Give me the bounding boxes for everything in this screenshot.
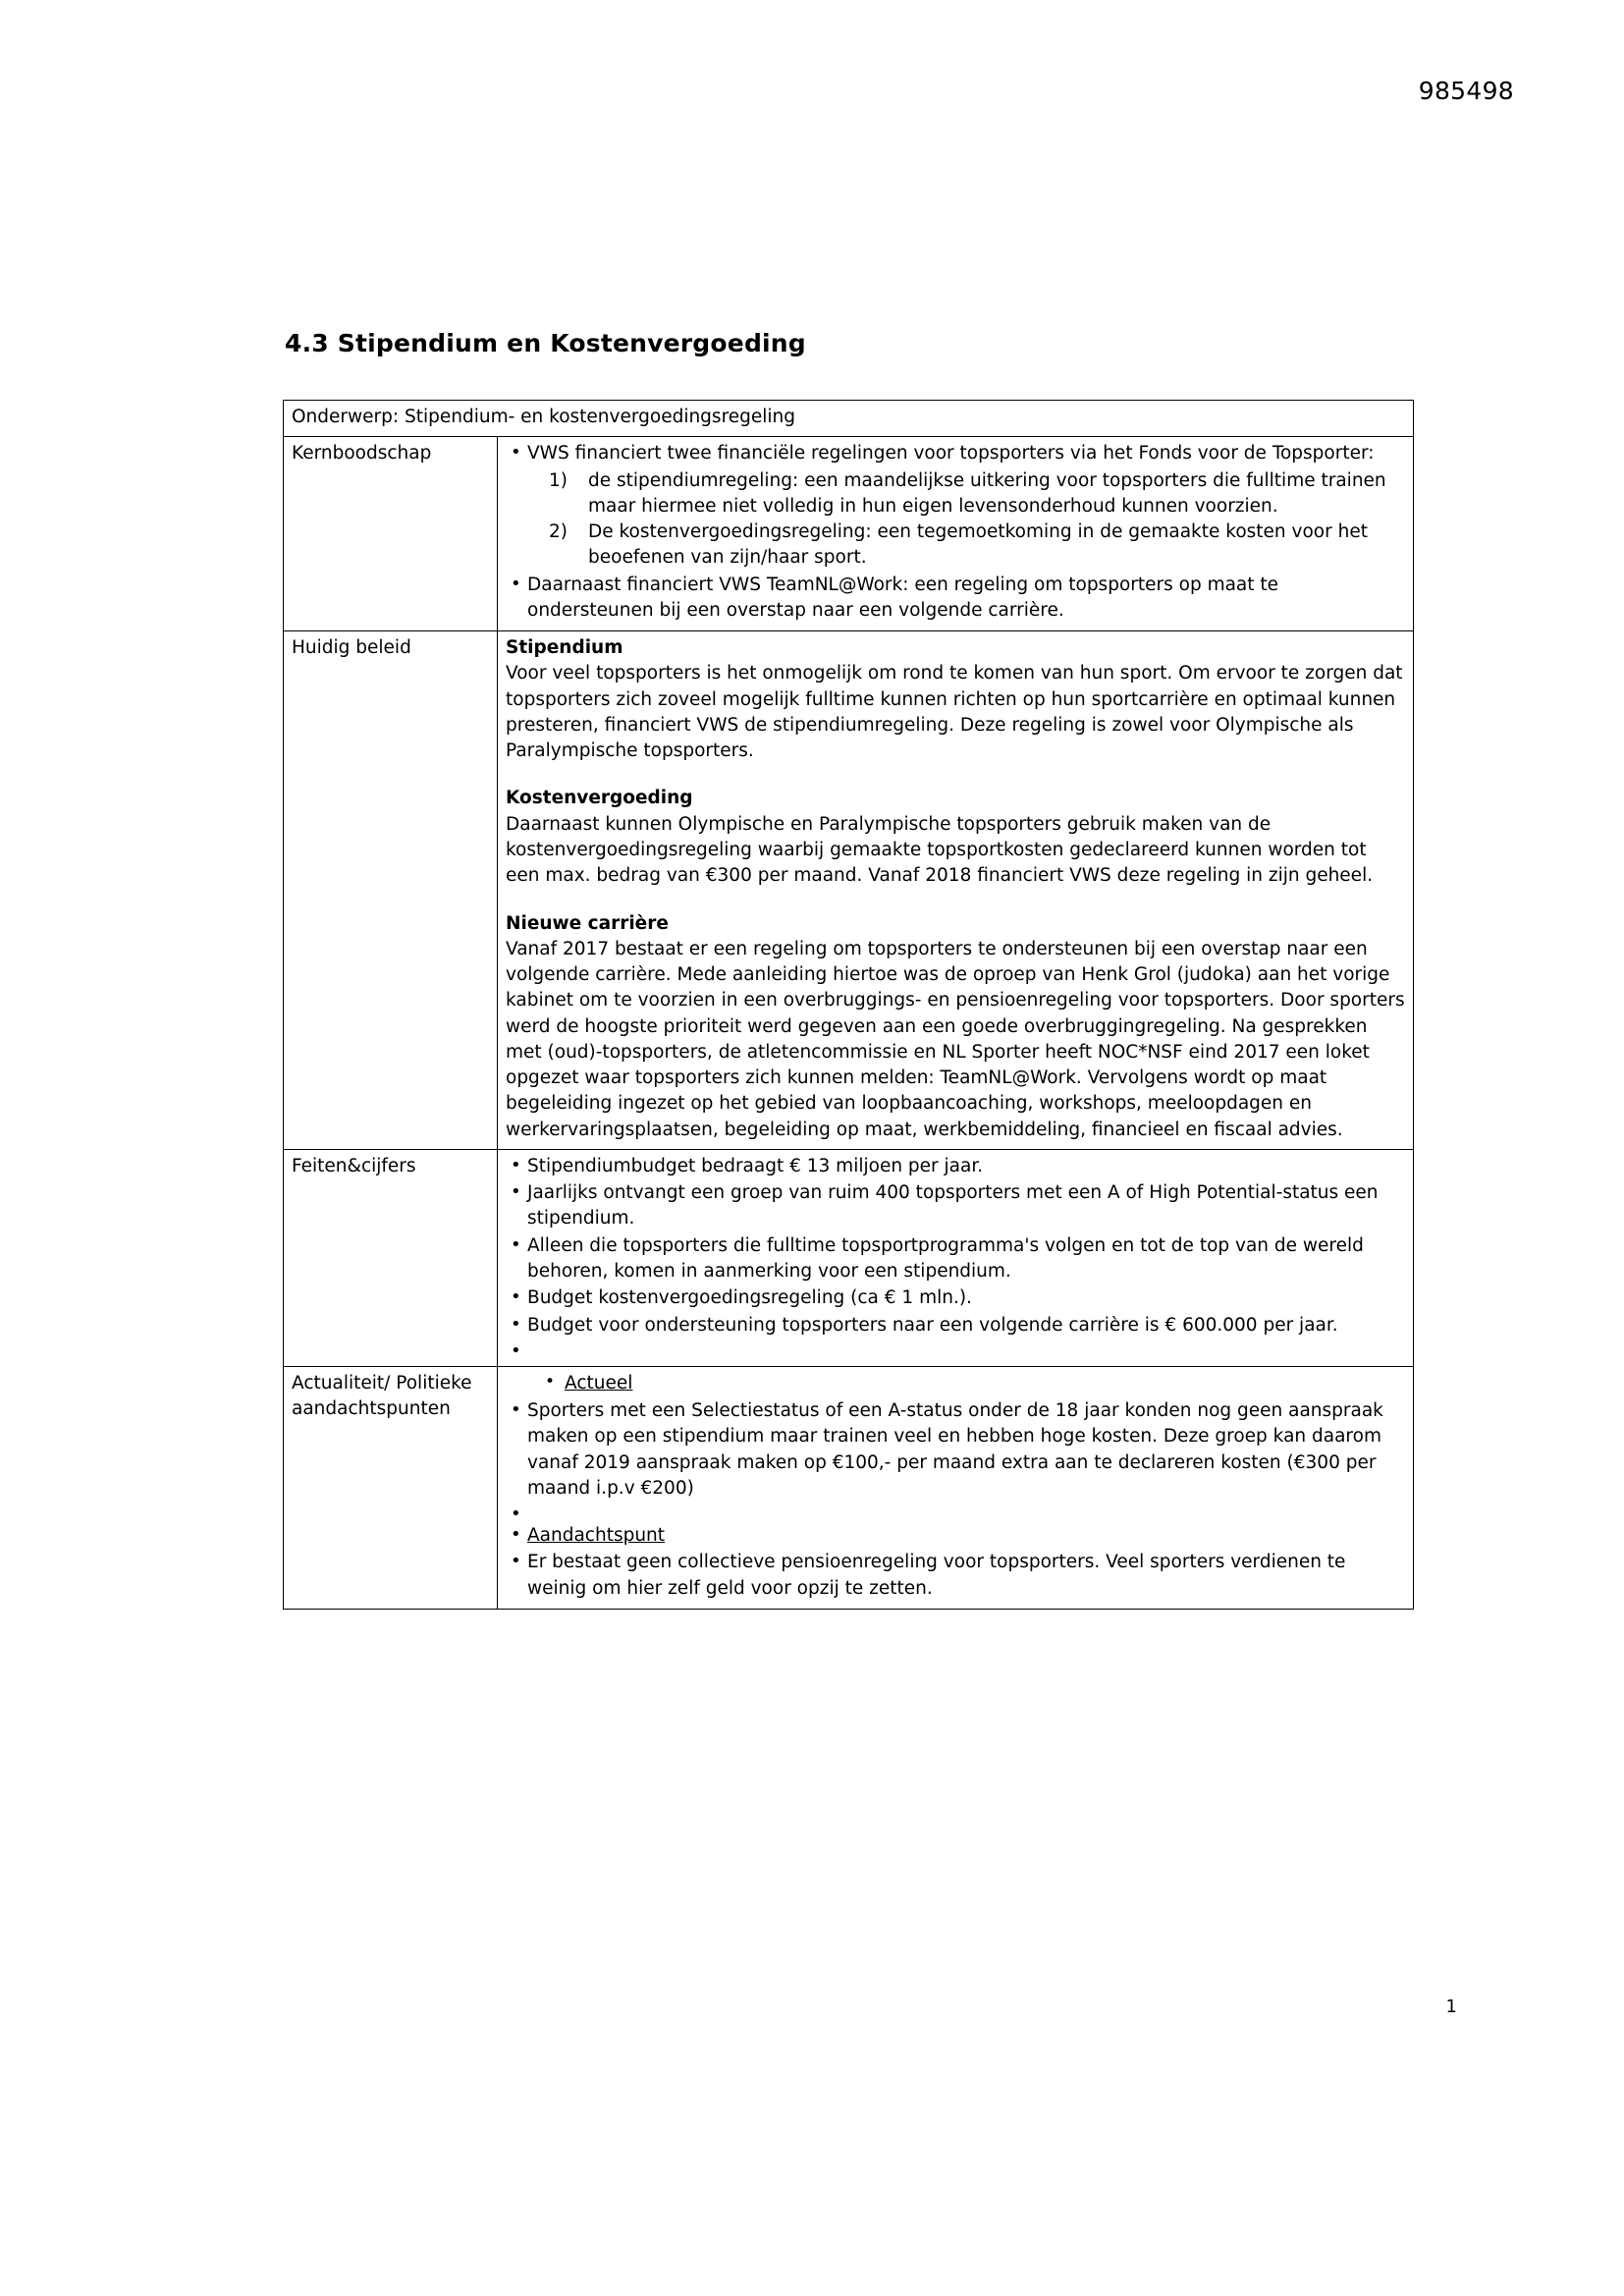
section-text-stipendium: Voor veel topsporters is het onmogelijk om rond te komen van hun sport. Om ervoor te zorgen dat topsporters zich zoveel mogelijk fulltime kunnen richten op hun sportcarrière en optimaal kunnen presteren, financiert VWS de stipendiumregeling. Deze regeling is zowel voor Olympische als Paralympische topsporters. <box>506 663 1403 762</box>
list-item <box>506 573 1405 625</box>
row-label-huidig-beleid: Huidig beleid <box>284 631 498 1150</box>
numbered-text: De kostenvergoedingsregeling: een tegemoetkoming in de gemaakte kosten voor het beoefenen van zijn/haar sport. <box>588 521 1368 569</box>
row-content-kernboodschap <box>498 437 1414 631</box>
section-text-kostenvergoeding: Daarnaast kunnen Olympische en Paralympische topsporters gebruik maken van de kostenvergoedingsregeling waarbij gemaakte topsportkosten gedeclareerd kunnen worden tot een max. bedrag van €300 per maand. Vanaf 2018 financiert VWS deze regeling in zijn geheel. <box>506 813 1374 887</box>
bullet-text: Jaarlijks ontvangt een groep van ruim 400 topsporters met een A of High Potential-status een stipendium. <box>527 1182 1379 1230</box>
table-row <box>284 631 1414 1150</box>
table-row <box>284 1149 1414 1366</box>
row-content-feiten-cijfers <box>498 1149 1414 1366</box>
row-content-huidig-beleid <box>498 631 1414 1150</box>
section-text-nieuwe-carriere: Vanaf 2017 bestaat er een regeling om topsporters te ondersteunen bij een overstap naar een volgende carrière. Mede aanleiding hiertoe was de oproep van Henk Grol (judoka) aan het vorige kabinet om te voorzien in een overbruggings- en pensioenregeling voor topsporters. Door sporters werd de hoogste prioriteit werd gegeven aan een goede overbruggingregeling. Na gesprekken met (oud)-topsporters, de atletencommissie en NL Sporter heeft NOC*NSF eind 2017 een loket opgezet waar topsporters zich kunnen melden: TeamNL@Work. Vervolgens wordt op maat begeleiding ingezet op het gebied van loopbaancoaching, workshops, meeloopdagen en werkervaringsplaatsen, begeleiding op maat, werkbemiddeling, financieel en fiscaal advies. <box>506 938 1405 1140</box>
aandachtspunt-label: Aandachtspunt <box>527 1525 666 1547</box>
bullet-text: Daarnaast financiert VWS TeamNL@Work: een regeling om topsporters op maat te ondersteunen bij een overstap naar een volgende carrière. <box>527 574 1279 621</box>
bullet-text: VWS financiert twee financiële regelingen voor topsporters via het Fonds voor de Topsporter: <box>527 443 1375 465</box>
spacer <box>506 764 1405 786</box>
list-item <box>506 441 1405 571</box>
section-title-stipendium: Stipendium <box>506 637 623 659</box>
numbered-list <box>527 468 1405 572</box>
list-item <box>506 1180 1405 1232</box>
list-item <box>506 1313 1405 1339</box>
table-row <box>284 437 1414 631</box>
bullet-text: Er bestaat geen collectieve pensioenregeling voor topsporters. Veel sporters verdienen te weinig om hier zelf geld voor opzij te zetten. <box>527 1552 1346 1599</box>
list-item <box>506 1233 1405 1285</box>
page-number: 1 <box>1445 1996 1457 2017</box>
spacer <box>506 890 1405 911</box>
list-item <box>506 1398 1405 1502</box>
bullet-text: Stipendiumbudget bedraagt € 13 miljoen per jaar. <box>527 1155 984 1176</box>
row-label-actualiteit: Actualiteit/ Politieke aandachtspunten <box>284 1366 498 1609</box>
list-item <box>549 468 1405 520</box>
bullet-text: Sporters met een Selectiestatus of een A-status onder de 18 jaar konden nog geen aanspraak maken op een stipendium maar trainen veel en hebben hoge kosten. Deze groep kan daarom vanaf 2019 aanspraak maken op €100,- per maand extra aan te declareren kosten (€300 per maand i.p.v €200) <box>527 1400 1383 1499</box>
bullet-text: Alleen die topsporters die fulltime topsportprogramma's volgen en tot de top van de wereld behoren, komen in aanmerking voor een stipendium. <box>527 1234 1364 1282</box>
list-item <box>506 1523 1405 1549</box>
row-content-actualiteit <box>498 1366 1414 1609</box>
row-label-kernboodschap: Kernboodschap <box>284 437 498 631</box>
list-item <box>506 1503 1405 1522</box>
actueel-label-row <box>506 1371 1405 1396</box>
table-row <box>284 1366 1414 1609</box>
list-item <box>506 1550 1405 1602</box>
list-number: 2) <box>549 521 568 543</box>
page-title: 4.3 Stipendium en Kostenvergoeding <box>285 329 806 357</box>
row-label-feiten-cijfers: Feiten&cijfers <box>284 1149 498 1366</box>
actueel-label: Actueel <box>565 1372 633 1394</box>
list-item <box>506 1154 1405 1179</box>
list-number: 1) <box>549 469 568 491</box>
list-item <box>506 1285 1405 1311</box>
stipendium-table <box>283 400 1414 1610</box>
numbered-text: de stipendiumregeling: een maandelijkse uitkering voor topsporters die fulltime trainen maar hiermee niet volledig in hun eigen levensonderhoud kunnen voorzien. <box>588 469 1386 517</box>
table-header-label: Onderwerp: Stipendium- en kostenvergoedingsregeling <box>284 401 1414 437</box>
list-item <box>549 519 1405 572</box>
section-title-kostenvergoeding: Kostenvergoeding <box>506 788 693 809</box>
list-item <box>506 1339 1405 1359</box>
table-header-row <box>284 401 1414 437</box>
bullet-text: Budget voor ondersteuning topsporters naar een volgende carrière is € 600.000 per jaar. <box>527 1314 1338 1336</box>
section-title-nieuwe-carriere: Nieuwe carrière <box>506 912 669 934</box>
bullet-text: Budget kostenvergoedingsregeling (ca € 1 mln.). <box>527 1287 972 1309</box>
document-number: 985498 <box>1418 77 1514 105</box>
